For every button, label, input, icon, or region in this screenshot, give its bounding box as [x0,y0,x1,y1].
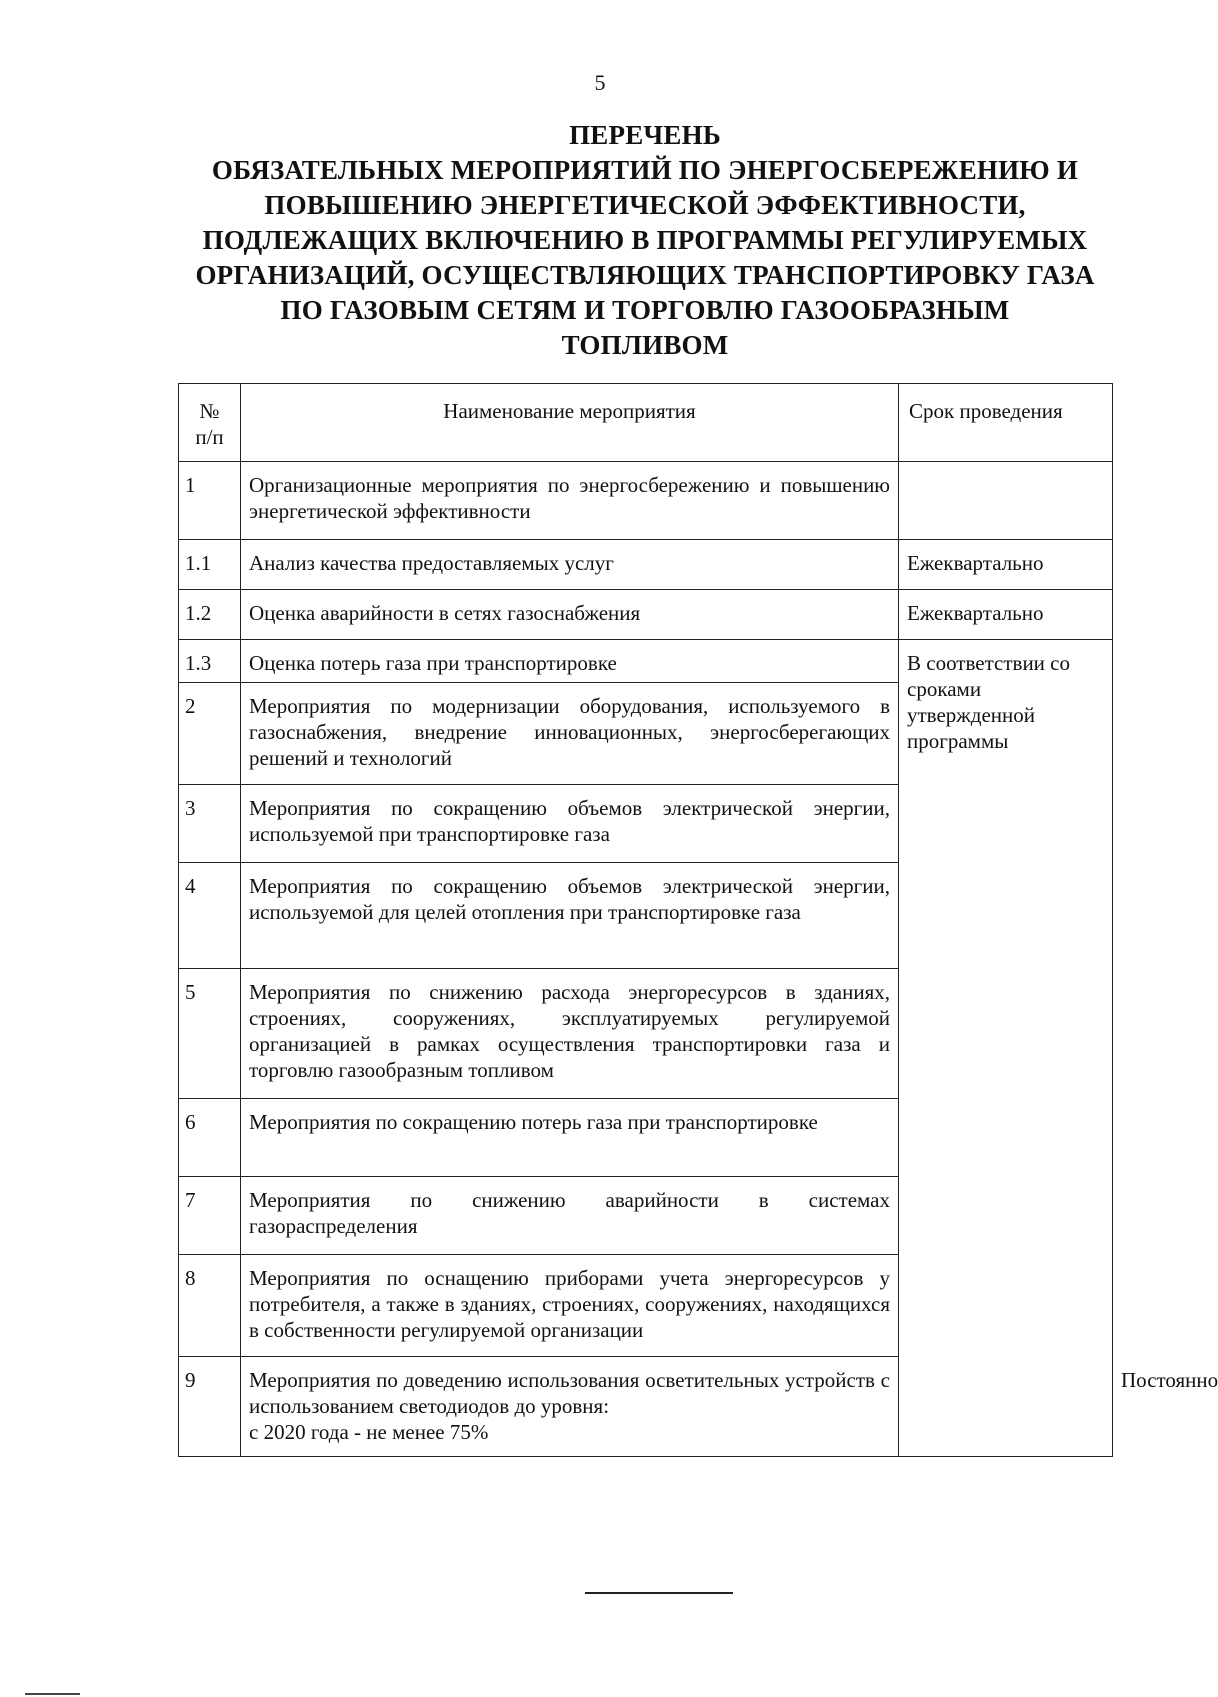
measures-table [178,383,1218,1457]
title-line: ПОДЛЕЖАЩИХ ВКЛЮЧЕНИЮ В ПРОГРАММЫ РЕГУЛИРУЕМЫХ [202,225,1088,255]
row-name [241,1357,899,1457]
title-line: ПОВЫШЕНИЮ ЭНЕРГЕТИЧЕСКОЙ ЭФФЕКТИВНОСТИ, [264,190,1026,220]
row-name: Организационные мероприятия по энергосбережению и повышению энергетической эффективности [241,462,899,540]
row-name-line: Мероприятия по доведению использования осветительных устройств с использованием светодиодов до уровня: [249,1368,890,1418]
row-number: 1.2 [179,590,241,640]
header-term: Срок проведения [899,384,1113,462]
header-num-line2: п/п [195,425,224,449]
table-row: 9 Мероприятия по доведению использования осветительных устройств с использованием светодиодов до уровня: с 2020 года - не менее 75% Постоянно [179,1357,1113,1457]
row-number: 1.3 [179,640,241,683]
row-number: 6 [179,1099,241,1177]
row-term: Ежеквартально [899,590,1113,640]
page-number: 5 [594,70,606,95]
title-line: ТОПЛИВОМ [561,330,729,360]
row-name: Оценка аварийности в сетях газоснабжения [241,590,899,640]
title-line: ПЕРЕЧЕНЬ [569,120,721,150]
row-number: 3 [179,785,241,863]
table-header-row [179,384,1113,462]
merged-term-cell: В соответствии со сроками утвержденной программы [899,640,1113,1457]
row-term: Ежеквартально [899,540,1113,590]
table-row [179,590,1113,640]
title-line: ОБЯЗАТЕЛЬНЫХ МЕРОПРИЯТИЙ ПО ЭНЕРГОСБЕРЕЖЕНИЮ И [211,155,1079,185]
header-num [179,384,241,462]
row-name: Анализ качества предоставляемых услуг [241,540,899,590]
row-name: Оценка потерь газа при транспортировке [241,640,899,683]
row-name: Мероприятия по сокращению объемов электрической энергии, используемой для целей отопления при транспортировке газа [241,863,899,969]
row-name: Мероприятия по сокращению объемов электрической энергии, используемой при транспортировке газа [241,785,899,863]
row-number: 7 [179,1177,241,1255]
document-title [170,118,1120,363]
row-number: 2 [179,683,241,785]
header-num-line1: № [199,399,220,423]
row-name: Мероприятия по модернизации оборудования, используемого в газоснабжения, внедрение инновационных, энергосберегающих решений и технологий [241,683,899,785]
title-line: ПО ГАЗОВЫМ СЕТЯМ И ТОРГОВЛЮ ГАЗООБРАЗНЫМ [280,295,1010,325]
row-name: Мероприятия по снижению аварийности в системах газораспределения [241,1177,899,1255]
row-number: 9 [179,1357,241,1457]
table-row [179,462,1113,540]
corner-mark [25,1693,80,1695]
end-divider [585,1592,733,1594]
row-number: 1.1 [179,540,241,590]
table-row [179,540,1113,590]
row-number: 5 [179,969,241,1099]
table-row [179,640,1113,683]
row-name-line: с 2020 года - не менее 75% [249,1420,489,1444]
row-name: Мероприятия по сокращению потерь газа при транспортировке [241,1099,899,1177]
title-line: ОРГАНИЗАЦИЙ, ОСУЩЕСТВЛЯЮЩИХ ТРАНСПОРТИРОВКУ ГАЗА [195,260,1095,290]
row-number: 4 [179,863,241,969]
row-number: 8 [179,1255,241,1357]
row-number: 1 [179,462,241,540]
row-name: Мероприятия по снижению расхода энергоресурсов в зданиях, строениях, сооружениях, эксплуатируемых регулируемой организацией в рамках осуществления транспортировки газа и торговлю газообразным топливом [241,969,899,1099]
row-name: Мероприятия по оснащению приборами учета энергоресурсов у потребителя, а также в зданиях, строениях, сооружениях, находящихся в собственности регулируемой организации [241,1255,899,1357]
row-term [899,462,1113,540]
header-name: Наименование мероприятия [241,384,899,462]
